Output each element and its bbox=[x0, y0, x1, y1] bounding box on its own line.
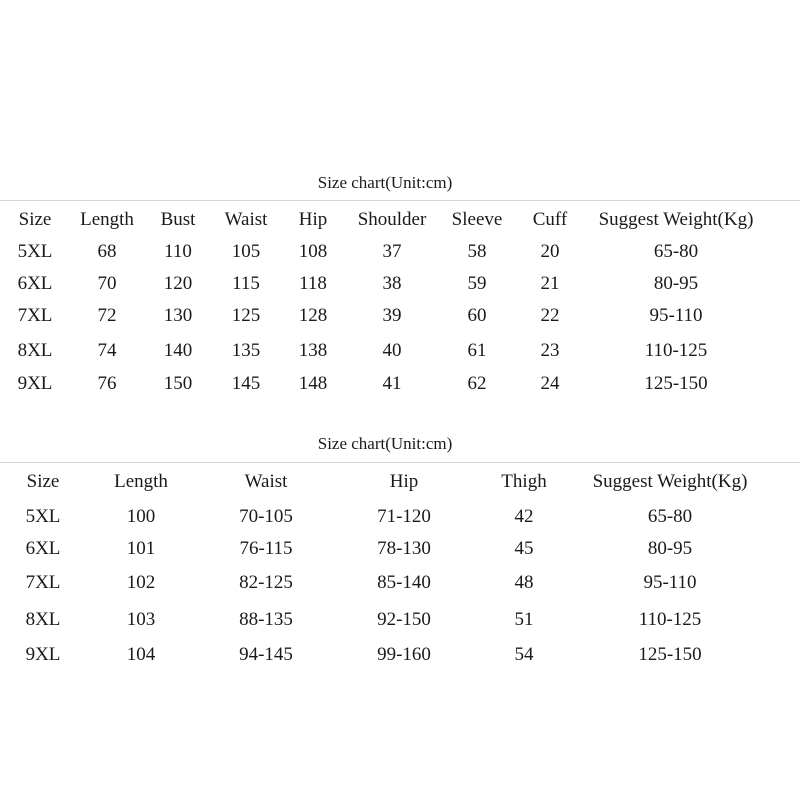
table-cell: 40 bbox=[382, 340, 402, 361]
size-label: 6XL bbox=[25, 538, 61, 559]
table-cell: 76-115 bbox=[239, 538, 293, 559]
table-cell: 21 bbox=[540, 273, 560, 294]
table-cell: 99-160 bbox=[377, 644, 431, 665]
table-cell: 72 bbox=[97, 305, 117, 326]
table-cell: 65-80 bbox=[647, 506, 693, 527]
table-cell: 125-150 bbox=[644, 373, 708, 394]
table-cell: 95-110 bbox=[643, 572, 697, 593]
table-cell: 70 bbox=[97, 273, 117, 294]
table-cell: 110-125 bbox=[638, 609, 702, 630]
table-cell: 54 bbox=[514, 644, 534, 665]
table-cell: 110-125 bbox=[644, 340, 708, 361]
column-header: Hip bbox=[389, 471, 419, 492]
size-label: 5XL bbox=[25, 506, 61, 527]
table-cell: 65-80 bbox=[653, 241, 699, 262]
size-label: 7XL bbox=[25, 572, 61, 593]
column-header: Suggest Weight(Kg) bbox=[598, 209, 754, 230]
table-cell: 58 bbox=[467, 241, 487, 262]
table-cell: 150 bbox=[163, 373, 193, 394]
table-cell: 38 bbox=[382, 273, 402, 294]
table-cell: 76 bbox=[97, 373, 117, 394]
table-cell: 148 bbox=[298, 373, 328, 394]
table-cell: 85-140 bbox=[377, 572, 431, 593]
table-cell: 41 bbox=[382, 373, 402, 394]
table-cell: 78-130 bbox=[377, 538, 431, 559]
size-label: 7XL bbox=[17, 305, 53, 326]
table-cell: 48 bbox=[514, 572, 534, 593]
table-cell: 108 bbox=[298, 241, 328, 262]
table-cell: 70-105 bbox=[239, 506, 293, 527]
table-cell: 140 bbox=[163, 340, 193, 361]
title-divider bbox=[0, 200, 800, 201]
column-header: Size bbox=[26, 471, 60, 492]
table-cell: 102 bbox=[126, 572, 156, 593]
table-cell: 120 bbox=[163, 273, 193, 294]
table-cell: 45 bbox=[514, 538, 534, 559]
table-cell: 104 bbox=[126, 644, 156, 665]
column-header: Waist bbox=[224, 209, 268, 230]
column-header: Size bbox=[18, 209, 52, 230]
size-label: 9XL bbox=[25, 644, 61, 665]
table-cell: 125 bbox=[231, 305, 261, 326]
table-cell: 68 bbox=[97, 241, 117, 262]
table-cell: 103 bbox=[126, 609, 156, 630]
column-header: Bust bbox=[160, 209, 196, 230]
chart-title: Size chart(Unit:cm) bbox=[317, 434, 453, 453]
size-label: 8XL bbox=[25, 609, 61, 630]
table-cell: 145 bbox=[231, 373, 261, 394]
table-cell: 39 bbox=[382, 305, 402, 326]
table-cell: 80-95 bbox=[647, 538, 693, 559]
table-cell: 37 bbox=[382, 241, 402, 262]
size-label: 5XL bbox=[17, 241, 53, 262]
column-header: Suggest Weight(Kg) bbox=[592, 471, 748, 492]
table-cell: 22 bbox=[540, 305, 560, 326]
size-label: 9XL bbox=[17, 373, 53, 394]
table-cell: 74 bbox=[97, 340, 117, 361]
table-cell: 92-150 bbox=[377, 609, 431, 630]
table-cell: 130 bbox=[163, 305, 193, 326]
table-cell: 51 bbox=[514, 609, 534, 630]
table-cell: 60 bbox=[467, 305, 487, 326]
table-cell: 101 bbox=[126, 538, 156, 559]
table-cell: 95-110 bbox=[649, 305, 703, 326]
table-cell: 118 bbox=[299, 273, 327, 294]
table-cell: 20 bbox=[540, 241, 560, 262]
table-cell: 24 bbox=[540, 373, 560, 394]
table-cell: 88-135 bbox=[239, 609, 293, 630]
size-label: 8XL bbox=[17, 340, 53, 361]
size-label: 6XL bbox=[17, 273, 53, 294]
column-header: Length bbox=[80, 209, 134, 230]
table-cell: 61 bbox=[467, 340, 487, 361]
column-header: Cuff bbox=[532, 209, 568, 230]
table-cell: 115 bbox=[232, 273, 260, 294]
table-cell: 138 bbox=[298, 340, 328, 361]
column-header: Shoulder bbox=[357, 209, 427, 230]
table-cell: 42 bbox=[514, 506, 534, 527]
column-header: Waist bbox=[244, 471, 288, 492]
table-cell: 100 bbox=[126, 506, 156, 527]
table-cell: 23 bbox=[540, 340, 560, 361]
table-cell: 62 bbox=[467, 373, 487, 394]
table-cell: 105 bbox=[231, 241, 261, 262]
table-cell: 80-95 bbox=[653, 273, 699, 294]
table-cell: 110 bbox=[164, 241, 192, 262]
table-cell: 135 bbox=[231, 340, 261, 361]
column-header: Length bbox=[114, 471, 168, 492]
table-cell: 71-120 bbox=[377, 506, 431, 527]
table-cell: 125-150 bbox=[638, 644, 702, 665]
title-divider bbox=[0, 462, 800, 463]
column-header: Thigh bbox=[501, 471, 547, 492]
table-cell: 82-125 bbox=[239, 572, 293, 593]
table-cell: 94-145 bbox=[239, 644, 293, 665]
chart-title: Size chart(Unit:cm) bbox=[317, 173, 453, 192]
table-cell: 128 bbox=[298, 305, 328, 326]
column-header: Hip bbox=[298, 209, 328, 230]
table-cell: 59 bbox=[467, 273, 487, 294]
column-header: Sleeve bbox=[451, 209, 503, 230]
